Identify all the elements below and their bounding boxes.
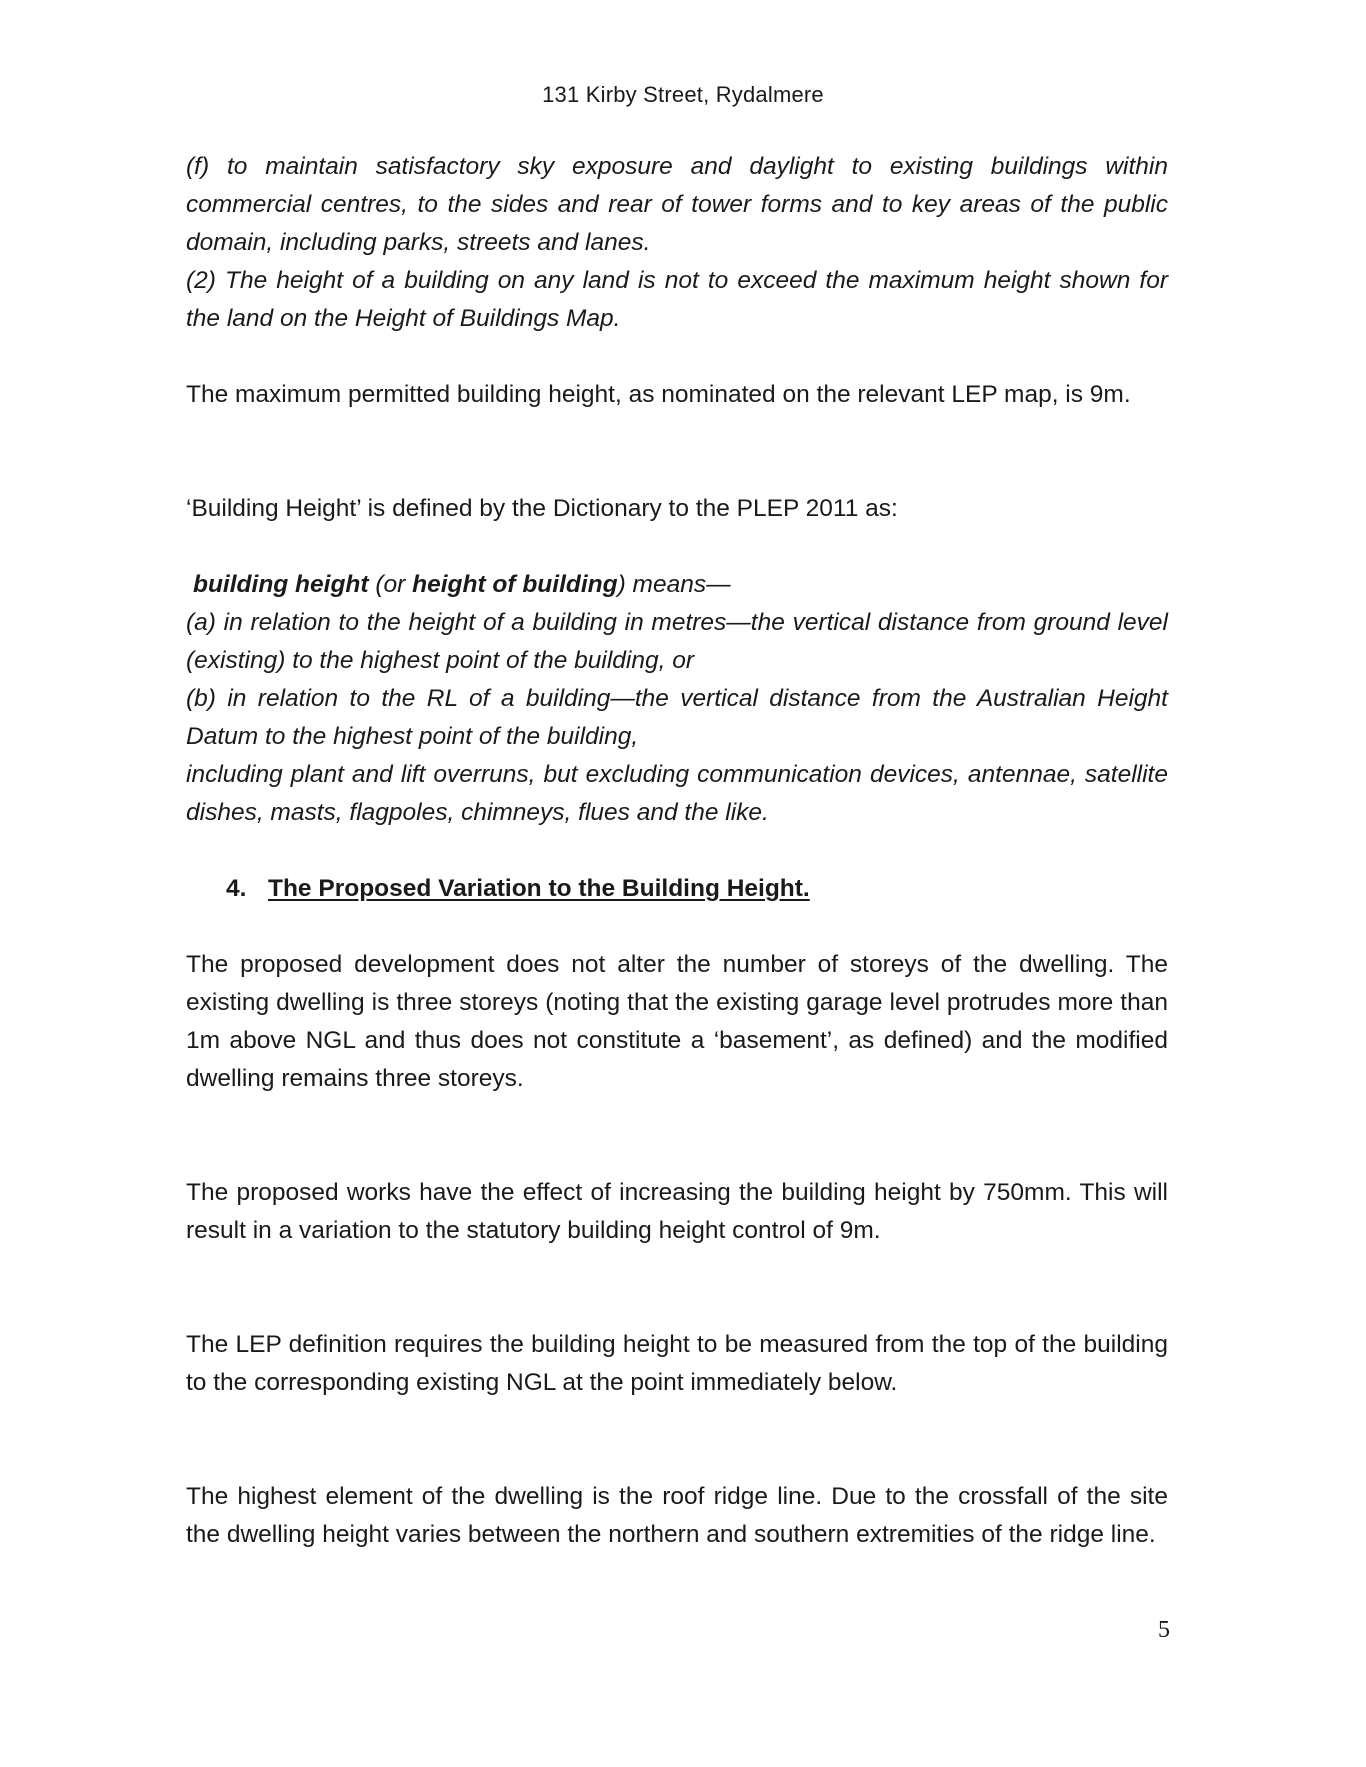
max-height-paragraph [186, 376, 1168, 414]
paragraph-text: The proposed development does not alter the number of storeys of the dwelling. The existing dwelling is three storeys (noting that the existing garage level protrudes more than 1m above NGL and thus does not constitute a ‘basement’, as defined) and the modified dwelling remains three storeys. [186, 951, 1168, 1092]
definition-block [186, 566, 1168, 832]
paragraph-ridge-line [186, 1478, 1168, 1554]
definition-paren-open: (or [368, 571, 413, 598]
clause-2-text: (2) The height of a building on any land is not to exceed the maximum height shown for the land on the Height of Buildings Map. [186, 267, 1168, 332]
paragraph-height-increase [186, 1174, 1168, 1250]
definition-a-text: (a) in relation to the height of a building in metres—the vertical distance from ground level (existing) to the highest point of the building, or [186, 609, 1168, 674]
definition-intro-text: ‘Building Height’ is defined by the Dictionary to the PLEP 2011 as: [186, 495, 898, 522]
paragraph-lep-definition [186, 1326, 1168, 1402]
clause-f-text: (f) to maintain satisfactory sky exposure and daylight to existing buildings within commercial centres, to the sides and rear of tower forms and to key areas of the public domain, including parks, streets and lanes. [186, 153, 1168, 256]
definition-tail-text: including plant and lift overruns, but excluding communication devices, antennae, satellite dishes, masts, flagpoles, chimneys, flues and the like. [186, 761, 1168, 826]
paragraph-text: The LEP definition requires the building height to be measured from the top of the building to the corresponding existing NGL at the point immediately below. [186, 1331, 1168, 1396]
section-number: 4. [226, 875, 247, 902]
definition-term-line [186, 566, 1168, 604]
definition-paren-close: ) means— [617, 571, 731, 598]
paragraph-storeys [186, 946, 1168, 1098]
clause-block [186, 148, 1168, 338]
definition-intro-paragraph [186, 490, 1168, 528]
section-title: The Proposed Variation to the Building Height. [268, 875, 810, 902]
definition-term: building height [193, 571, 369, 598]
definition-b-text: (b) in relation to the RL of a building—the vertical distance from the Australian Height Datum to the highest point of the building, [186, 685, 1168, 750]
paragraph-text: The proposed works have the effect of increasing the building height by 750mm. This will result in a variation to the statutory building height control of 9m. [186, 1179, 1168, 1244]
section-heading [226, 870, 810, 908]
page-header: 131 Kirby Street, Rydalmere [542, 82, 824, 107]
max-height-text: The maximum permitted building height, as nominated on the relevant LEP map, is 9m. [186, 381, 1131, 408]
paragraph-text: The highest element of the dwelling is the roof ridge line. Due to the crossfall of the site the dwelling height varies between the northern and southern extremities of the ridge line. [186, 1483, 1168, 1548]
definition-alt-term: height of building [412, 571, 618, 598]
page-number: 5 [1158, 1617, 1170, 1643]
